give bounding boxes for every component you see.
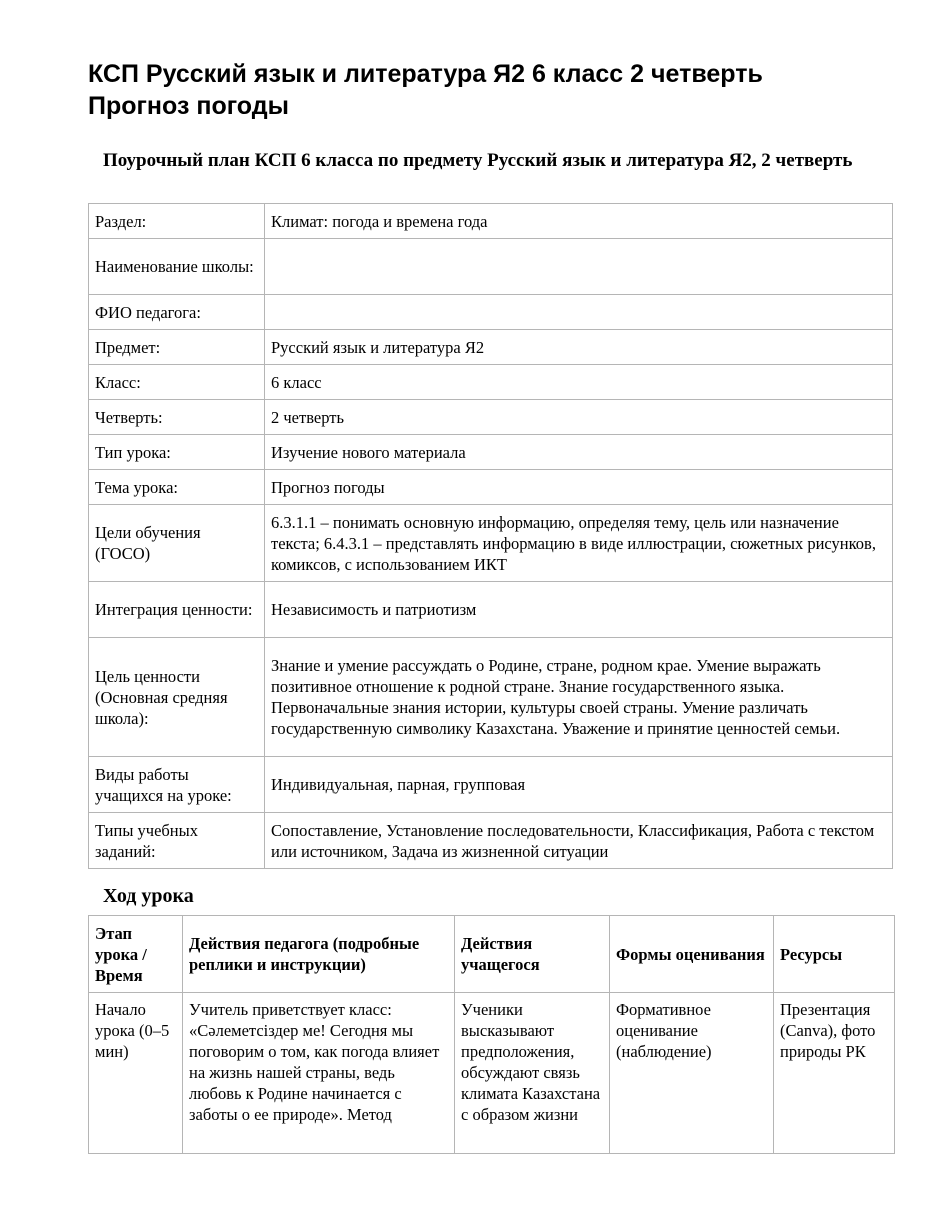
table-row bbox=[89, 582, 893, 638]
row-label: Четверть: bbox=[89, 400, 265, 435]
lesson-progress-table bbox=[88, 915, 895, 1154]
row-label: Тема урока: bbox=[89, 470, 265, 505]
row-value: 6.3.1.1 – понимать основную информацию, определяя тему, цель или назначение текста; 6.4.3.1 – представлять информацию в виде иллюстрации, сюжетных рисунков, комиксов, с использованием ИКТ bbox=[265, 505, 893, 582]
row-value: Индивидуальная, парная, групповая bbox=[265, 757, 893, 813]
row-label: Раздел: bbox=[89, 204, 265, 239]
table-row bbox=[89, 204, 893, 239]
row-value bbox=[265, 295, 893, 330]
table-row bbox=[89, 400, 893, 435]
column-header-assessment: Формы оценивания bbox=[610, 916, 774, 993]
row-value: Русский язык и литература Я2 bbox=[265, 330, 893, 365]
lesson-progress-heading: Ход урока bbox=[103, 885, 194, 907]
row-label: Типы учебных заданий: bbox=[89, 813, 265, 869]
table-row bbox=[89, 239, 893, 295]
table-row bbox=[89, 435, 893, 470]
column-header-resources: Ресурсы bbox=[774, 916, 895, 993]
row-value: 6 класс bbox=[265, 365, 893, 400]
table-row bbox=[89, 295, 893, 330]
column-header-stage: Этап урока / Время bbox=[89, 916, 183, 993]
lesson-info-table bbox=[88, 203, 893, 869]
row-label: Наименование школы: bbox=[89, 239, 265, 295]
row-value: Изучение нового материала bbox=[265, 435, 893, 470]
row-value bbox=[265, 239, 893, 295]
row-label: Тип урока: bbox=[89, 435, 265, 470]
plan-subtitle: Поурочный план КСП 6 класса по предмету Русский язык и литература Я2, 2 четверть bbox=[103, 150, 853, 171]
row-label: Цель ценности (Основная средняя школа): bbox=[89, 638, 265, 757]
row-value: 2 четверть bbox=[265, 400, 893, 435]
row-value: Прогноз погоды bbox=[265, 470, 893, 505]
table-row bbox=[89, 470, 893, 505]
table-row bbox=[89, 365, 893, 400]
page-title bbox=[88, 58, 888, 122]
table-row bbox=[89, 330, 893, 365]
row-value: Климат: погода и времена года bbox=[265, 204, 893, 239]
cell-teacher-actions: Учитель приветствует класс: «Сәлеметсіздер ме! Сегодня мы поговорим о том, как погода влияет на жизнь нашей страны, ведь любовь к Родине начинается с заботы о ее природе». Метод bbox=[183, 993, 455, 1154]
row-value: Сопоставление, Установление последовательности, Классификация, Работа с текстом или источником, Задача из жизненной ситуации bbox=[265, 813, 893, 869]
row-label: ФИО педагога: bbox=[89, 295, 265, 330]
row-value: Знание и умение рассуждать о Родине, стране, родном крае. Умение выражать позитивное отношение к родной стране. Знание государственного языка. Первоначальные знания истории, культуры своей страны. Умение различать государственную символику Казахстана. Уважение и принятие ценностей семьи. bbox=[265, 638, 893, 757]
column-header-student-actions: Действия учащегося bbox=[455, 916, 610, 993]
column-header-teacher-actions: Действия педагога (подробные реплики и инструкции) bbox=[183, 916, 455, 993]
row-label: Интеграция ценности: bbox=[89, 582, 265, 638]
cell-student-actions: Ученики высказывают предположения, обсуждают связь климата Казахстана с образом жизни bbox=[455, 993, 610, 1154]
table-row bbox=[89, 993, 895, 1154]
page-title-line-2: Прогноз погоды bbox=[88, 92, 289, 120]
table-row bbox=[89, 757, 893, 813]
row-label: Предмет: bbox=[89, 330, 265, 365]
table-header-row bbox=[89, 916, 895, 993]
row-label: Класс: bbox=[89, 365, 265, 400]
table-row bbox=[89, 505, 893, 582]
cell-resources: Презентация (Canva), фото природы РК bbox=[774, 993, 895, 1154]
cell-stage: Начало урока (0–5 мин) bbox=[89, 993, 183, 1154]
cell-assessment: Формативное оценивание (наблюдение) bbox=[610, 993, 774, 1154]
row-value: Независимость и патриотизм bbox=[265, 582, 893, 638]
table-row bbox=[89, 813, 893, 869]
row-label: Виды работы учащихся на уроке: bbox=[89, 757, 265, 813]
table-row bbox=[89, 638, 893, 757]
page-title-line-1: КСП Русский язык и литература Я2 6 класс 2 четверть bbox=[88, 60, 763, 88]
row-label: Цели обучения (ГОСО) bbox=[89, 505, 265, 582]
